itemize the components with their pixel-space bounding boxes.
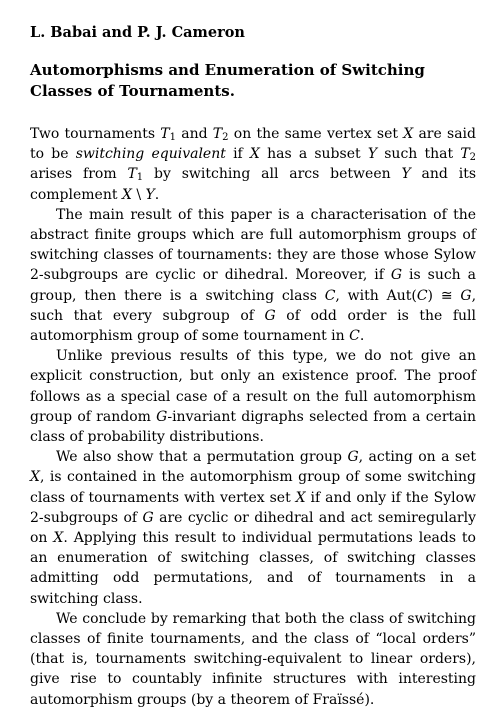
math-symbol: G [264,307,276,324]
abstract-paragraph [30,346,476,447]
math-symbol: C [349,328,360,345]
text-run: . [154,186,160,203]
math-symbol: T [212,126,223,142]
math-subscript: 1 [169,132,176,143]
math-subscript: 2 [222,132,229,143]
authors: L. Babai and P. J. Cameron [30,24,245,41]
math-symbol: T [127,166,137,183]
text-run: Unlike previous results of this type, we do not give an explicit construction, but only an existence proof. The proof follows as a special case of a result on the full automorphism group of random [30,348,476,425]
math-symbol: T [460,146,470,163]
math-symbol: X [30,469,40,486]
math-symbol: X [121,186,132,203]
text-run: , with Aut( [335,287,417,304]
text-run: -invariant digraphs selected from a certain class of probability distributions. [30,408,476,446]
paper-title: Automorphisms and Enumeration of Switching Classes of Tournaments. [30,61,425,100]
math-symbol: Y [401,166,411,183]
text-run: arises from [30,166,128,183]
abstract-paragraph [30,447,476,609]
text-run: . Applying this result to individual permutations leads to an enumeration of switching classes, of switching classes admitting odd permutations, and of tournaments in a switching class. [30,530,476,607]
math-symbol: G [347,449,359,466]
math-symbol: X [53,530,64,547]
text-run: \ [131,186,146,203]
math-symbol: Y [145,186,155,203]
text-run: Two tournaments [30,126,161,142]
text-run: on the same vertex set [228,126,404,142]
text-run: are cyclic or dihedral and act semiregularly on [30,509,476,547]
math-subscript: 2 [469,152,477,164]
text-run: is such a group, then there is a switching class [30,267,476,304]
math-symbol: X [249,146,260,163]
math-symbol: G [142,509,154,526]
math-symbol: X [295,489,306,506]
text-run: The main result of this paper is a characterisation of the abstract finite groups which are full automorphism groups of switching classes of tournaments: they are those whose Sylow 2-subgroups are cyclic or dihedral. Moreover, if [30,206,476,284]
text-run: has a subset [259,146,368,163]
paper-page [30,24,476,710]
math-symbol: C [324,287,336,304]
text-run: are said to be [30,126,476,163]
text-run: , such that every subgroup of [30,287,477,324]
text-run: , acting on a set [358,449,476,466]
text-run: by switching all arcs between [143,166,402,183]
math-symbol: G [390,267,403,284]
math-symbol: Y [367,146,378,163]
abstract [30,124,476,710]
abstract-paragraph [30,205,476,346]
math-symbol: C [416,287,428,304]
emphasis-text: switching equivalent [75,146,226,163]
text-run: if [225,146,250,163]
math-symbol: T [160,126,170,142]
text-run: such that [377,146,461,163]
text-run: and its complement [30,166,477,203]
text-run: and [175,126,213,142]
text-run: , is contained in the automorphism group of some switching class of tournaments with vertex set [30,469,476,506]
math-subscript: 1 [136,172,144,184]
math-symbol: X [403,126,414,142]
text-run: We also show that a permutation group [56,449,348,466]
text-run: We conclude by remarking that both the class of switching classes of finite tournaments, and the class of “local orders” (that is, tournaments switching-equivalent to linear orders), give rise to countably infinite structures with interesting automorphism groups (by a theorem of Fraïssé). [30,610,476,708]
text-run: of odd order is the full automorphism group of some tournament in [30,307,477,345]
abstract-paragraph [30,609,476,710]
text-run: . [359,328,365,345]
math-symbol: G [156,408,168,425]
math-symbol: G [460,287,472,304]
text-run: ) ≅ [427,287,461,304]
text-run: if and only if the Sylow 2-subgroups of [30,489,476,526]
abstract-paragraph [30,124,476,205]
